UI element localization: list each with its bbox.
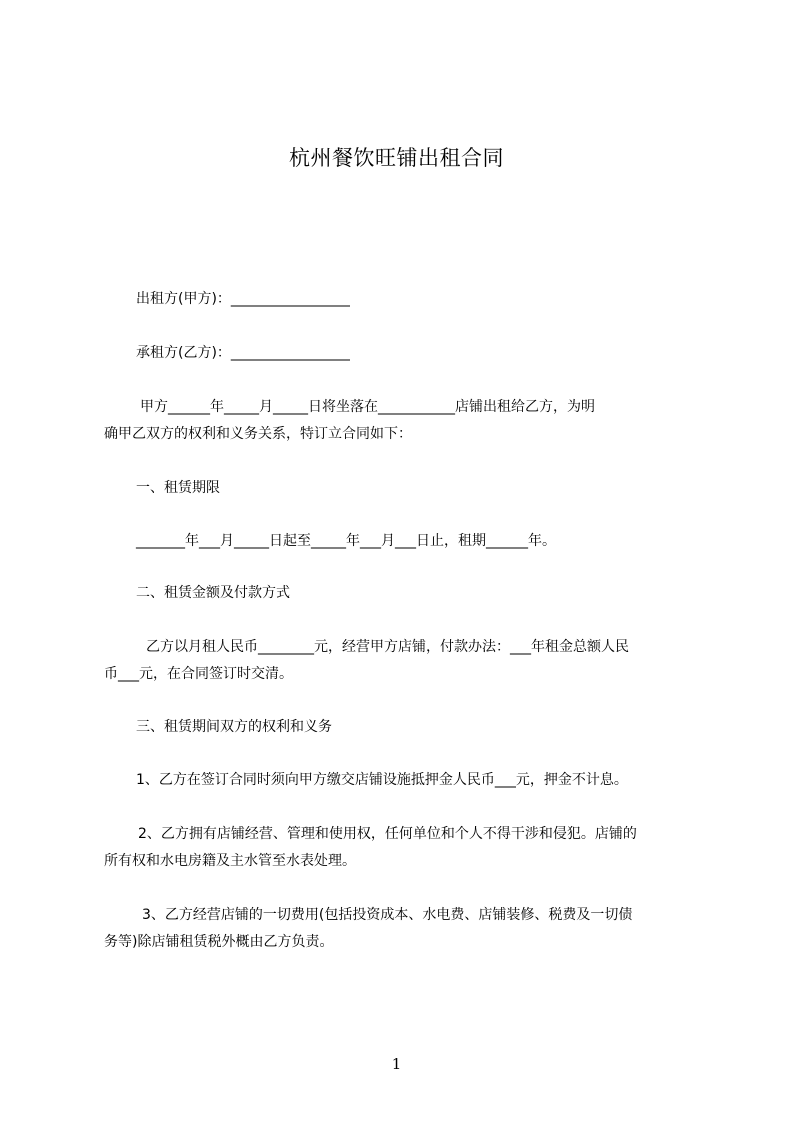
section-3-item-3-line-2: 务等)除店铺租赁税外概由乙方负责。 [104, 934, 334, 950]
lessee-line: 承租方(乙方)：_________________ [136, 345, 350, 361]
section-2-line-1: 乙方以月租人民币________元，经营甲方店铺，付款办法：___年租金总额人民 [146, 639, 629, 655]
section-1-text: _______年___月_____日起至_____年___月___日止，租期______年。 [136, 533, 556, 549]
section-3-item-2-line-1: 2、乙方拥有店铺经营、管理和使用权，任何单位和个人不得干涉和侵犯。店铺的 [138, 826, 637, 842]
section-3-item-3 [104, 902, 708, 956]
lessor-line: 出租方(甲方)：_________________ [136, 291, 350, 307]
page-number: 1 [391, 1055, 402, 1073]
section-3-item-3-line-1: 3、乙方经营店铺的一切费用(包括投资成本、水电费、店铺装修、税费及一切债 [142, 907, 633, 923]
section-3-heading: 三、租赁期间双方的权利和义务 [136, 719, 332, 735]
intro-paragraph [104, 394, 708, 448]
section-2-heading: 二、租赁金额及付款方式 [136, 585, 290, 601]
intro-line-1: 甲方______年_____月_____日将坐落在___________店铺出租给乙方，为明 [140, 399, 595, 415]
section-2-paragraph [104, 634, 708, 688]
section-3-item-2 [104, 821, 708, 875]
section-2-line-2: 币___元，在合同签订时交清。 [104, 666, 293, 682]
intro-line-2: 确甲乙双方的权利和义务关系，特订立合同如下： [104, 426, 412, 442]
section-3-item-2-line-2: 所有权和水电房籍及主水管至水表处理。 [104, 853, 356, 869]
section-1-heading: 一、租赁期限 [136, 480, 220, 496]
section-3-item-1: 1、乙方在签订合同时须向甲方缴交店铺设施抵押金人民币___元，押金不计息。 [136, 772, 628, 788]
document-title: 杭州餐饮旺铺出租合同 [289, 146, 504, 170]
